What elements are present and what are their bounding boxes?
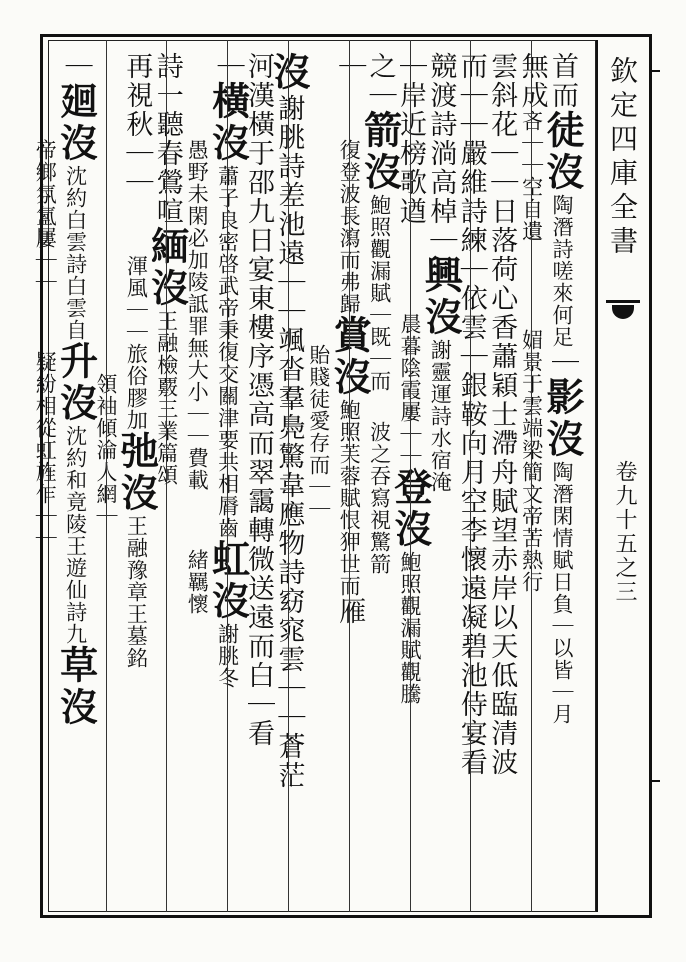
annotation: 吝｜｜空自遺 — [519, 110, 544, 242]
body-text: ｜ — [546, 348, 578, 377]
text-column — [539, 52, 585, 902]
page-margin-band — [596, 40, 648, 912]
column-rule — [531, 40, 532, 912]
entry-heading: 影沒 — [539, 377, 585, 461]
body-text: 再視秋｜｜ — [121, 52, 153, 197]
annotation: 渾風｜｜旅俗膠加 — [124, 255, 149, 431]
annotation: 貽賤徒愛存而｜｜ — [306, 344, 331, 520]
entry-heading: 草沒 — [53, 645, 99, 729]
annotation: 陶潛詩嗟來何足 — [549, 194, 574, 348]
body-text: 而｜｜嚴維詩練｜依雲｜銀鞍向月空李懷遠凝碧池侍宴看 — [455, 52, 487, 777]
entry-heading: 興沒 — [418, 255, 464, 339]
book-title: 欽定四庫全書 — [606, 56, 639, 260]
annotation: 王融豫章王墓銘 — [124, 515, 149, 669]
body-text: ｜岸近榜歌遒 — [394, 52, 426, 226]
body-text: 競渡詩淌高棹｜ — [425, 52, 457, 255]
annotation: 晨暮陰霞屢｜｜ — [397, 313, 422, 467]
column-rule — [410, 40, 411, 912]
entry-heading: 沒 — [266, 52, 312, 94]
text-column — [243, 52, 273, 902]
annotation: 波之吞寫視驚箭 — [367, 421, 392, 575]
body-text: ｜ — [212, 52, 244, 81]
annotation: 沈約白雲詩白雲自 — [63, 165, 88, 341]
annotation: 疑紛相從虹旌乍｜｜ — [33, 351, 58, 549]
annotation: 領袖傾淪人網｜ — [93, 373, 118, 527]
column-rule — [227, 40, 228, 912]
body-text: 雲斜花｜｜日落荷心香蕭穎士滯舟賦望赤岸以天低臨清波 — [486, 52, 518, 777]
text-column — [182, 52, 212, 902]
volume-label: 卷九十五之三 — [612, 460, 637, 604]
entry-heading: 升沒 — [53, 341, 99, 425]
column-rule — [166, 40, 167, 912]
annotation: 鮑照觀漏賦觀騰 — [397, 551, 422, 705]
column-rule — [106, 40, 107, 912]
fish-tail-ornament — [606, 300, 640, 323]
entry-heading: 箭沒 — [357, 110, 403, 194]
annotation: 謝靈運詩水宿淹 — [428, 339, 453, 493]
text-column — [486, 52, 516, 902]
text-column — [53, 52, 99, 902]
annotation: 謝朓冬 — [215, 623, 240, 689]
annotation: 沈約和竟陵王遊仙詩九 — [63, 425, 88, 645]
entry-heading: 徒 — [539, 110, 585, 152]
body-text: 首而 — [546, 52, 578, 110]
body-text: 河漢橫于邵九日宴東樓序憑高而翠靄轉微送遠而白｜看 — [242, 52, 274, 748]
margin-tick — [650, 70, 660, 72]
text-column — [357, 52, 403, 902]
entry-heading: 虹沒 — [205, 539, 251, 623]
body-text — [182, 52, 213, 81]
column-rule — [349, 40, 350, 912]
entry-heading: 弛沒 — [114, 431, 160, 515]
body-text — [30, 293, 61, 351]
body-text: ｜ — [60, 52, 92, 81]
annotation: 鮑照觀漏賦｜既｜而 — [367, 194, 392, 392]
annotation: 帝鄉氛氳屢｜｜ — [33, 139, 58, 293]
margin-tick — [650, 780, 660, 782]
entry-heading: 緬沒 — [144, 226, 190, 310]
entry-heading: 登沒 — [387, 467, 433, 551]
text-column — [114, 52, 160, 902]
body-text: ｜ — [334, 52, 366, 81]
body-text — [304, 315, 335, 344]
column-rule — [288, 40, 289, 912]
entry-heading: 沒 — [539, 152, 585, 194]
body-text: 詩一聽春鶯喧 — [151, 52, 183, 226]
text-column — [303, 52, 333, 902]
annotation: 鮑照芙蓉賦恨狎世而 — [337, 399, 362, 597]
body-text: 無成 — [516, 52, 548, 110]
body-text — [182, 81, 213, 139]
entry-heading: 賞沒 — [327, 315, 373, 399]
body-text: 雁 — [334, 597, 366, 626]
annotation: 緒羈懷 — [185, 549, 210, 615]
body-text — [30, 52, 61, 81]
body-text: 謝朓詩差池遠｜｜颯沓羣鳧驚韋應物詩窈窕雲｜｜蒼茫 — [273, 94, 305, 790]
body-text — [30, 81, 61, 139]
body-text — [121, 197, 152, 255]
annotation: 愚野未閑必加陵詆罪無大小｜｜費載 — [185, 139, 210, 491]
annotation: 蕭子良密啓武帝秉復交關津要共相脣齒 — [215, 165, 240, 539]
entry-heading: 廻沒 — [53, 81, 99, 165]
text-column — [30, 52, 60, 902]
column-rule — [470, 40, 471, 912]
annotation: 陶潛閑情賦日負｜以皆｜月 — [549, 461, 574, 725]
body-text — [182, 491, 213, 549]
annotation: 媚景于雲端梁簡文帝苦熱行 — [519, 329, 544, 593]
body-text: 之｜ — [364, 52, 396, 110]
annotation — [307, 139, 331, 315]
annotation: 復登波長瀉而弗歸 — [337, 139, 362, 315]
annotation: 王融檢覈三業篇頌 — [154, 310, 179, 486]
entry-heading: 橫沒 — [205, 81, 251, 165]
